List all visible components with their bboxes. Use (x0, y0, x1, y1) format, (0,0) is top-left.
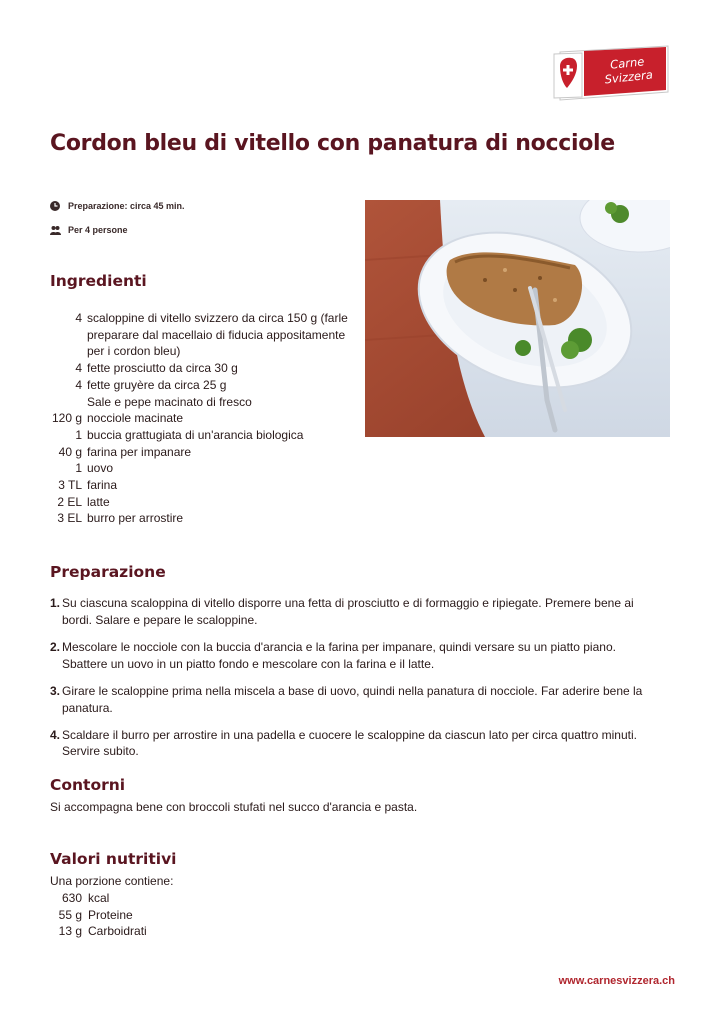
nutrition-list (50, 890, 147, 940)
ingredient-item (50, 394, 350, 411)
step-number: 4. (50, 727, 61, 742)
step-text: Scaldare il burro per arrostire in una padella e cuocere le scaloppine da ciascun lato per circa quattro minuti. Servire subito. (62, 727, 637, 759)
ingredient-qty: 4 (75, 361, 82, 376)
ingredient-qty: 1 (75, 427, 82, 442)
ingredient-item (50, 310, 350, 360)
nutrition-label: Proteine (88, 907, 133, 922)
ingredient-qty: 4 (75, 377, 82, 392)
ingredient-item (50, 494, 350, 511)
preparation-time (50, 201, 185, 211)
ingredient-text: uovo (87, 461, 114, 476)
ingredient-text: fette gruyère da circa 25 g (87, 377, 227, 392)
nutrition-item (50, 907, 147, 924)
logo-line-1: Carne (609, 54, 645, 72)
ingredient-text: nocciole macinate (87, 411, 184, 426)
logo-line-2: Svizzera (604, 67, 654, 87)
ingredient-item (50, 410, 350, 427)
ingredient-text: scaloppine di vitello svizzero da circa 150 g (farle preparare dal macellaio di fiducia appositamente per i cordon bleu) (87, 311, 348, 359)
step-number: 1. (50, 596, 61, 610)
side-dish-heading: Contorni (50, 776, 126, 794)
step-item (50, 639, 650, 672)
ingredient-text: latte (87, 494, 110, 509)
website-link[interactable]: www.carnesvizzera.ch (558, 975, 675, 987)
ingredient-qty: 120 g (51, 411, 82, 426)
ingredient-qty: 3 TL (58, 478, 82, 493)
step-text: Girare le scaloppine prima nella miscela a base di uovo, quindi nella panatura di nocciole. Far aderire bene la panatura. (62, 683, 643, 715)
step-item (50, 595, 650, 628)
nutrition-item (50, 923, 147, 940)
step-number: 3. (50, 683, 61, 698)
ingredient-item (50, 460, 350, 477)
ingredient-text: Sale e pepe macinato di fresco (87, 394, 252, 409)
brand-logo (548, 44, 670, 102)
nutrition-label: Carboidrati (88, 924, 147, 939)
side-dish-text: Si accompagna bene con broccoli stufati nel succo d'arancia e pasta. (50, 800, 418, 814)
step-text: Su ciascuna scaloppina di vitello disporre una fetta di prosciutto e di formaggio e ripiegate. Premere bene ai bordi. Salare e pepare le scaloppine. (62, 596, 634, 627)
ingredients-heading: Ingredienti (50, 272, 147, 290)
ingredient-text: farina (87, 478, 118, 493)
step-item (50, 683, 650, 716)
preparation-time-text: Preparazione: circa 45 min. (68, 201, 185, 211)
ingredients-list (50, 310, 350, 527)
nutrition-qty: 55 g (58, 907, 82, 922)
servings (50, 225, 128, 235)
ingredient-qty: 3 EL (57, 511, 82, 526)
ingredient-item (50, 377, 350, 394)
ingredient-qty: 40 g (58, 444, 82, 459)
nutrition-label: kcal (88, 891, 110, 905)
nutrition-item (50, 890, 147, 907)
nutrition-heading: Valori nutritivi (50, 850, 177, 868)
preparation-steps (50, 595, 650, 771)
step-item (50, 727, 650, 760)
ingredient-qty (50, 394, 82, 411)
ingredient-text: buccia grattugiata di un'arancia biologica (87, 427, 304, 442)
step-number: 2. (50, 639, 61, 654)
ingredient-qty: 4 (75, 311, 82, 325)
ingredient-item (50, 477, 350, 494)
page-title: Cordon bleu di vitello con panatura di nocciole (50, 131, 615, 156)
ingredient-item (50, 427, 350, 444)
people-icon (50, 225, 60, 235)
ingredient-item (50, 444, 350, 461)
nutrition-qty: 630 (61, 891, 82, 905)
nutrition-qty: 13 g (58, 924, 82, 939)
ingredient-text: fette prosciutto da circa 30 g (87, 361, 238, 376)
preparation-heading: Preparazione (50, 563, 166, 581)
ingredient-item (50, 510, 350, 527)
clock-icon (50, 201, 60, 211)
step-text: Mescolare le nocciole con la buccia d'arancia e la farina per impanare, quindi versare su un piatto piano. Sbattere un uovo in un piatto fondo e mescolare con la farina e il latte. (62, 639, 616, 671)
ingredient-qty: 1 (75, 461, 82, 476)
ingredient-text: farina per impanare (87, 444, 192, 459)
servings-text: Per 4 persone (68, 225, 128, 235)
ingredient-qty: 2 EL (57, 494, 82, 509)
nutrition-intro: Una porzione contiene: (50, 874, 174, 888)
ingredient-item (50, 360, 350, 377)
ingredient-text: burro per arrostire (87, 511, 184, 526)
dish-photo (365, 200, 670, 437)
